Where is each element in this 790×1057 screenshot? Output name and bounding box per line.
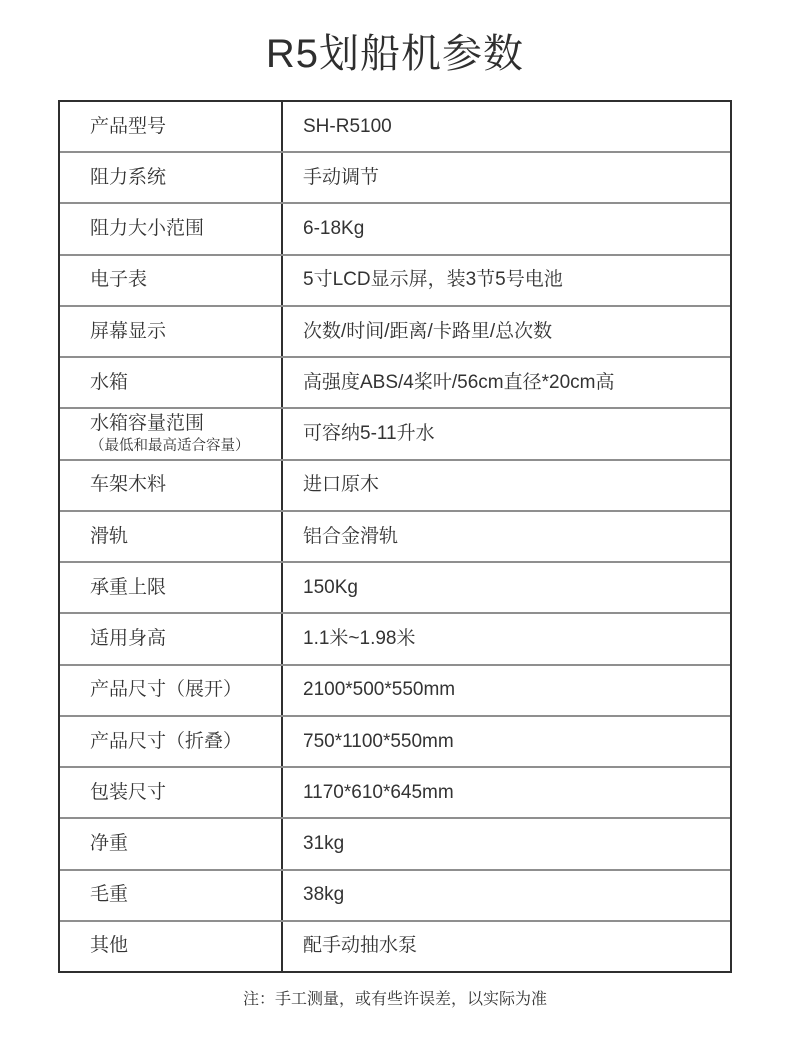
table-row — [60, 459, 730, 510]
spec-label: 水箱 — [90, 371, 129, 393]
spec-label-cell — [60, 307, 283, 356]
spec-label: 承重上限 — [90, 576, 167, 598]
spec-value-cell — [283, 614, 730, 663]
spec-label-cell — [60, 461, 283, 510]
spec-label: 车架木料 — [90, 474, 167, 496]
spec-label-cell — [60, 768, 283, 817]
spec-value-cell — [283, 717, 730, 766]
spec-label: 产品型号 — [90, 115, 167, 137]
spec-label: 电子表 — [90, 269, 148, 291]
table-row — [60, 510, 730, 561]
spec-label-cell — [60, 153, 283, 202]
footnote: 注：手工测量，或有些许误差，以实际为准 — [242, 991, 547, 1008]
page-title: R5划船机参数 — [265, 32, 525, 76]
spec-value-cell — [283, 871, 730, 920]
spec-label-cell — [60, 922, 283, 971]
spec-value-cell — [283, 768, 730, 817]
spec-value: 铝合金滑轨 — [303, 525, 399, 547]
spec-value: 6-18Kg — [303, 218, 365, 240]
spec-label: 水箱容量范围 — [90, 413, 205, 435]
spec-value-cell — [283, 666, 730, 715]
spec-value: 750*1100*550mm — [303, 730, 454, 752]
spec-value-cell — [283, 204, 730, 253]
spec-label: 包装尺寸 — [90, 781, 167, 803]
table-row — [60, 407, 730, 458]
table-row — [60, 102, 730, 151]
table-row — [60, 715, 730, 766]
spec-value-cell — [283, 922, 730, 971]
spec-label-cell — [60, 717, 283, 766]
spec-value: 次数/时间/距离/卡路里/总次数 — [303, 320, 553, 342]
spec-value: 进口原木 — [303, 474, 380, 496]
spec-value: 31kg — [303, 833, 345, 855]
spec-value: 1170*610*645mm — [303, 781, 454, 803]
table-row — [60, 305, 730, 356]
spec-value-cell — [283, 102, 730, 151]
table-row — [60, 151, 730, 202]
table-row — [60, 766, 730, 817]
table-row — [60, 254, 730, 305]
spec-value-cell — [283, 307, 730, 356]
spec-label-cell — [60, 409, 283, 458]
table-row — [60, 612, 730, 663]
spec-label-cell — [60, 614, 283, 663]
spec-value: 1.1米~1.98米 — [303, 628, 416, 650]
spec-value: 高强度ABS/4桨叶/56cm直径*20cm高 — [303, 371, 615, 393]
spec-label: 产品尺寸（折叠） — [90, 730, 243, 752]
spec-label: 滑轨 — [90, 525, 129, 547]
spec-label-cell — [60, 358, 283, 407]
spec-value: 150Kg — [303, 576, 358, 598]
spec-label-cell — [60, 102, 283, 151]
spec-label: 阻力系统 — [90, 166, 167, 188]
spec-label: 产品尺寸（展开） — [90, 679, 243, 701]
spec-label: 毛重 — [90, 884, 129, 906]
spec-label-cell — [60, 563, 283, 612]
spec-value-cell — [283, 409, 730, 458]
spec-label-cell — [60, 819, 283, 868]
spec-value-cell — [283, 563, 730, 612]
spec-label-cell — [60, 512, 283, 561]
spec-label: 适用身高 — [90, 628, 167, 650]
spec-value: 可容纳5-11升水 — [303, 423, 435, 445]
spec-label: 其他 — [90, 935, 129, 957]
spec-label: 屏幕显示 — [90, 320, 167, 342]
spec-value: 手动调节 — [303, 166, 380, 188]
spec-value: SH-R5100 — [303, 115, 392, 137]
spec-value: 38kg — [303, 884, 345, 906]
spec-label: 净重 — [90, 833, 129, 855]
spec-value-cell — [283, 461, 730, 510]
table-row — [60, 561, 730, 612]
spec-value-cell — [283, 512, 730, 561]
table-row — [60, 202, 730, 253]
table-row — [60, 920, 730, 971]
spec-label-cell — [60, 666, 283, 715]
spec-value-cell — [283, 819, 730, 868]
spec-value-cell — [283, 153, 730, 202]
table-row — [60, 664, 730, 715]
spec-label-cell — [60, 204, 283, 253]
spec-value: 5寸LCD显示屏，装3节5号电池 — [303, 269, 563, 291]
spec-sublabel: （最低和最高适合容量） — [90, 438, 250, 455]
spec-label: 阻力大小范围 — [90, 218, 205, 240]
table-row — [60, 356, 730, 407]
spec-value-cell — [283, 358, 730, 407]
spec-label-cell — [60, 871, 283, 920]
spec-value-cell — [283, 256, 730, 305]
spec-table — [58, 100, 732, 973]
spec-value: 配手动抽水泵 — [303, 935, 418, 957]
spec-value: 2100*500*550mm — [303, 679, 456, 701]
table-row — [60, 869, 730, 920]
table-row — [60, 817, 730, 868]
spec-label-cell — [60, 256, 283, 305]
